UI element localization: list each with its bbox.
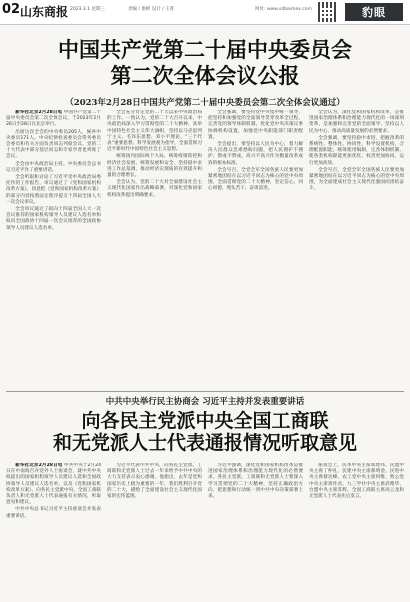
dateline: 新华社北京2月28日电 <box>15 110 63 115</box>
paragraph: 出席这次全会的中央委员205人，候补中央委员171人。中央纪律检查委员会常务委员会委员和有关方面负责同志列席会议。党的二十大代表中部分基层同志和专家学者也列席了会议。 <box>6 129 101 160</box>
paragraph: 全会号召，全党全军全国各族人民要更加紧密地团结在以习近平同志为核心的党中央周围，全面贯彻党的二十大精神，坚定信心、同心同德，埋头苦干、奋勇前进。 <box>208 167 303 192</box>
masthead <box>0 0 410 25</box>
website: 网址: www.sdbaimex.com <box>255 7 312 12</box>
article1-column <box>107 110 202 388</box>
article2-column <box>6 463 101 598</box>
article2-column <box>309 463 404 598</box>
paragraph: 座谈会上，民革中央主席郑建邦、民盟中央主席丁仲礼、民建中央主席郝明金、民进中央主席蔡达峰、农工党中央主席何维、致公党中央主席蒋作君、九三学社中央主席武维华、台盟中央主席苏辉、全国工商联主席高云龙和无党派人士代表先后发言。 <box>309 463 404 500</box>
issue-date: 2023.3.1 星期三 <box>70 7 105 12</box>
paragraph <box>6 463 101 506</box>
column-badge: 豹眼 <box>345 3 403 21</box>
paragraph-text: 中国共产党第二十届中央委员会第二次全体会议，于2023年2月26日至28日在北京举行。 <box>6 110 101 128</box>
section-divider <box>6 391 404 392</box>
paragraph: 全会由中央政治局主持。中央委员会总书记习近平作了重要讲话。 <box>6 161 101 173</box>
section-name: 山东商报 <box>20 5 69 19</box>
paragraph: 全会充分肯定党的二十大以来中央政治局的工作。一致认为，党的二十大召开以来，中央政治局深入学习贯彻党的二十大精神，高举中国特色社会主义伟大旗帜，坚持以马克思列宁主义、毛泽东思想、邓小平理论、“三个代表”重要思想、科学发展观为指导，全面贯彻习近平新时代中国特色社会主义思想。 <box>107 110 202 153</box>
paragraph: 统筹国内国际两个大局，统筹疫情防控和经济社会发展，统筹发展和安全，坚持稳中求进工作总基调，推动经济实现质的有效提升和量的合理增长。 <box>107 154 202 179</box>
article2-column <box>107 463 202 598</box>
paragraph: 习近平强调，深化党和国家机构改革是推进国家治理体系和治理能力现代化的必然要求。各民主党派、工商联和无党派人士要深入学习贯彻党的二十大精神，坚持正确政治方向，把思想和行动统一到中共中央决策部署上来。 <box>208 463 303 500</box>
article1-headline-line2: 第二次全体会议公报 <box>110 64 300 88</box>
paragraph: 习近平代表中共中央，向各民主党派、工商联和无党派人士过去一年来给予中共中央的大力支持表示衷心感谢。他指出，去年是党和国家历史上极为重要的一年，我们胜利召开党的二十大，描绘了全面建设社会主义现代化国家的宏伟蓝图。 <box>107 463 202 500</box>
paragraph: 全会听取和讨论了习近平受中央政治局委托作的工作报告，审议通过了《党和国家机构改革方案》，同意把《党和国家机构改革方案》的部分内容按照法定程序提交十四届全国人大一次会议审议。 <box>6 175 101 205</box>
article2-headline-line1: 向各民主党派中央全国工商联 <box>81 410 329 432</box>
paragraph: 全会强调，要坚持党中央集中统一领导，把坚持和加强党的全面领导贯穿改革全过程，完善党的领导体制机制，优化党中央决策议事协调机构设置，加强党中央职能部门职责配置。 <box>208 110 303 140</box>
article1-column <box>208 110 303 388</box>
paragraph-text: 中共中央于2月24日在中南海召开党外人士座谈会，就中共中央拟提出的国家机构领导人员建议人选和全国政协领导人员建议人选名单，以及《党和国家机构改革方案》，向各民主党派中央、全国工商联负责人和无党派人士代表通报有关情况，听取意见和建议。 <box>6 463 101 506</box>
article2-kicker: 中共中央举行民主协商会 习近平主持并发表重要讲话 <box>105 397 305 407</box>
article1-body <box>6 110 404 388</box>
paragraph: 全会提出，要坚持以人民为中心，着力解决人民群众急难愁盼问题，把人民拥护不拥护、赞成不赞成、高兴不高兴作为衡量改革成效的根本标准。 <box>208 142 303 166</box>
article2-body <box>6 463 404 598</box>
article2-column <box>208 463 303 598</box>
paragraph: 全会强调，要坚持稳中求进，把握改革的系统性、整体性、协同性，科学设置机构，合理配置职能，统筹使用编制，完善体制机制，使各类机构职能更加优化、权责更加协同、运行更加高效。 <box>309 135 404 166</box>
article1-headline-line1: 中国共产党第二十届中央委员会 <box>58 38 352 62</box>
paragraph: 全会号召，全党全军全国各族人民要更加紧密地团结在以习近平同志为核心的党中央周围，为全面建成社会主义现代化强国而团结奋斗。 <box>309 167 404 192</box>
page-number: 02 <box>2 2 21 17</box>
paragraph: 全会审议通过了拟向十四届全国人大一次会议推荐的国家机构领导人员建议人选名单和拟向全国政协十四届一次会议推荐的全国政协领导人员建议人选名单。 <box>6 207 101 231</box>
paragraph <box>6 110 101 129</box>
article1-column <box>309 110 404 388</box>
article2-headline-line2: 和无党派人士代表通报情况听取意见 <box>52 432 357 454</box>
paragraph: 全会认为，党的二十大对全面建设社会主义现代化国家作出战略部署，对深化党和国家机构改革提出明确要求。 <box>107 180 202 198</box>
article1-subtitle: （2023年2月28日中国共产党第二十届中央委员会第二次全体会议通过） <box>65 98 345 108</box>
dateline: 新华社北京2月28日电 <box>15 463 63 468</box>
qr-code-icon <box>318 2 338 22</box>
paragraph: 全会认为，深化党和国家机构改革，是推进国家治理体系和治理能力现代化的一场深刻变革，是加强和完善党的全面领导、坚持以人民为中心、推动高质量发展的必然要求。 <box>309 110 404 134</box>
editor-credits: 责编 / 康彬 设计 / 王菁 <box>128 7 175 12</box>
article1-column <box>6 110 101 388</box>
paragraph: 中共中央总书记习近平主持座谈会并发表重要讲话。 <box>6 507 101 519</box>
